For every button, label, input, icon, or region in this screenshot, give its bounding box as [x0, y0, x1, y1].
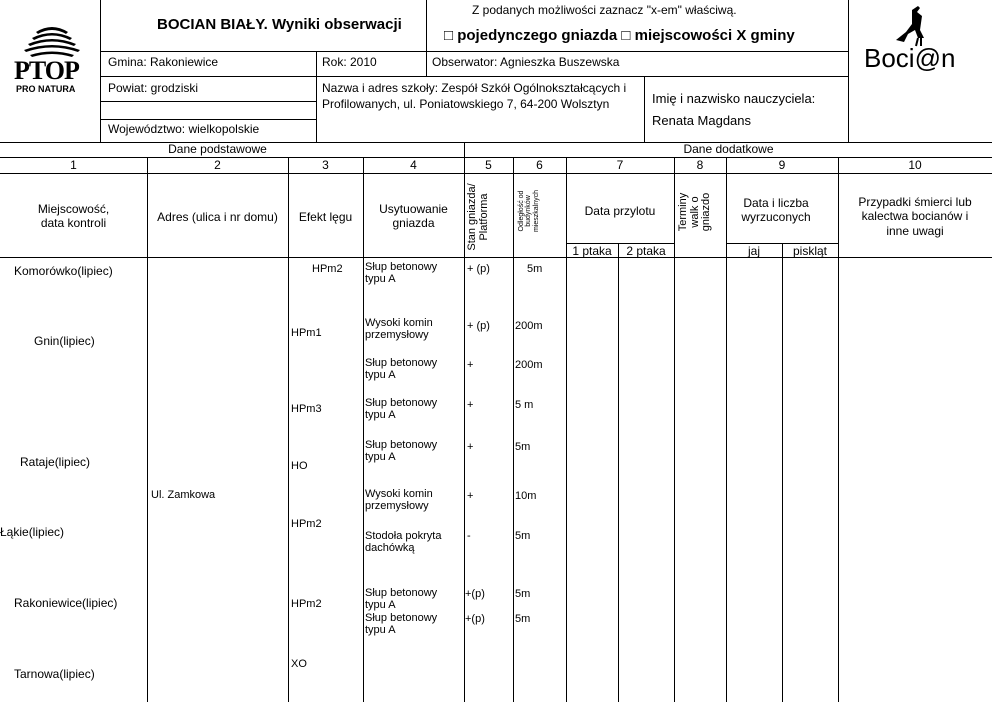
col-header-fights: Terminy walk o gniazdo [677, 192, 713, 232]
column-number: 2 [214, 158, 221, 172]
nest-location: Stodoła pokryta dachówką [365, 530, 442, 555]
nest-state: + [467, 399, 474, 411]
place-name: Komorówko(lipiec) [14, 264, 113, 278]
header-divider [848, 0, 849, 142]
nest-location: Słup betonowy typu A [365, 397, 438, 422]
column-number: 10 [908, 158, 922, 172]
ptop-wordmark: PTOP [14, 56, 79, 85]
column-rule [363, 157, 364, 702]
column-rule [674, 157, 675, 702]
col-header-first-bird: 1 ptaka [572, 244, 612, 258]
nest-state: + [467, 359, 474, 371]
voivodeship-field: Województwo: wielkopolskie [108, 122, 260, 136]
page-title: BOCIAN BIAŁY. Wyniki obserwacji [157, 16, 402, 33]
nest-state: + [467, 441, 474, 453]
column-number: 9 [778, 158, 786, 172]
column-number: 3 [322, 158, 329, 172]
col-header-nest-state: Stan gniazda/ Platforma [466, 183, 490, 251]
column-number: 7 [616, 158, 624, 172]
breeding-effect: HO [291, 460, 308, 472]
col-header-thrown-out: Data i liczba wyrzuconych [741, 196, 811, 225]
nest-distance: 200m [515, 320, 543, 332]
breeding-effect: XO [291, 658, 307, 670]
column-rule [147, 157, 148, 702]
nest-distance: 5m [515, 613, 531, 625]
ptop-logo [12, 20, 92, 100]
breeding-effect: HPm2 [312, 263, 343, 275]
breeding-effect: HPm2 [291, 598, 322, 610]
gmina-field: Gmina: Rakoniewice [108, 55, 219, 69]
column-number: 4 [410, 158, 417, 172]
col-header-place: Miejscowość, data kontroli [37, 202, 110, 230]
nest-location: Wysoki komin przemysłowy [365, 488, 433, 513]
header-divider [644, 76, 645, 142]
column-number: 8 [696, 158, 704, 172]
table-header-bottom-rule [0, 257, 992, 258]
option-line: □ pojedynczego gniazda □ miejscowości X gminy [444, 27, 795, 44]
nest-state: + (p) [467, 263, 490, 275]
header-divider [100, 0, 101, 142]
column-rule [838, 157, 839, 702]
nest-state: + (p) [467, 320, 490, 332]
nest-distance: 5m [527, 263, 543, 275]
nest-distance: 5m [515, 588, 531, 600]
nest-state: + [467, 490, 474, 502]
breeding-effect: HPm3 [291, 403, 322, 415]
nest-distance: 10m [515, 490, 537, 502]
nest-location: Słup betonowy typu A [365, 587, 438, 612]
section-rule [0, 157, 992, 158]
powiat-field: Powiat: grodziski [108, 81, 199, 95]
column-number: 1 [70, 158, 77, 172]
place-name: Rakoniewice(lipiec) [14, 596, 118, 610]
header-divider [426, 0, 427, 76]
stork-icon [860, 4, 985, 48]
col-header-remarks: Przypadki śmierci lub kalectwa bocianów i inne uwagi [858, 195, 972, 238]
col-header-address: Adres (ulica i nr domu) [157, 210, 278, 224]
colnum-rule [0, 173, 992, 174]
school-line-2: Profilowanych, ul. Poniatowskiego 7, 64-200 Wolsztyn [322, 97, 610, 111]
section-basic: Dane podstawowe [168, 142, 267, 156]
column-number: 6 [536, 158, 543, 172]
year-field: Rok: 2010 [322, 55, 377, 69]
col-header-second-bird: 2 ptaka [626, 244, 666, 258]
column-rule [726, 157, 727, 702]
instruction-text: Z podanych możliwości zaznacz "x-em" właściwą. [472, 3, 737, 17]
header-divider [316, 51, 317, 142]
nest-distance: 200m [515, 359, 543, 371]
section-additional: Dane dodatkowe [683, 142, 774, 156]
nest-location: Wysoki komin przemysłowy [365, 317, 433, 342]
header-rule [100, 101, 316, 102]
breeding-effect: HPm2 [291, 518, 322, 530]
nest-location: Słup betonowy typu A [365, 439, 438, 464]
col-header-nest-location: Usytuowanie gniazda [379, 202, 448, 230]
column-rule [288, 157, 289, 702]
nest-state: +(p) [465, 613, 485, 625]
header-rule [100, 119, 316, 120]
address-value: Ul. Zamkowa [151, 489, 216, 501]
col-header-eggs: jaj [747, 244, 760, 258]
breeding-effect: HPm1 [291, 327, 322, 339]
bocian-logo [860, 4, 985, 74]
place-name: Łąkie(lipiec) [0, 525, 65, 539]
col-header-distance: Odległość od budynków mieszkalnych [518, 190, 540, 233]
school-line-1: Nazwa i adres szkoły: Zespół Szkół Ogólnokształcących i [322, 81, 627, 95]
column-rule [566, 157, 567, 702]
bocian-wordmark: Boci@n [864, 43, 956, 73]
header-rule [100, 51, 848, 52]
nest-distance: 5m [515, 530, 531, 542]
nest-state: - [467, 530, 471, 542]
place-name: Gnin(lipiec) [34, 334, 95, 348]
col-header-effect: Efekt lęgu [298, 210, 353, 224]
teacher-name: Renata Magdans [652, 113, 752, 128]
nest-distance: 5 m [515, 399, 534, 411]
place-name: Tarnowa(lipiec) [14, 667, 95, 681]
nest-location: Słup betonowy typu A [365, 357, 438, 382]
nest-distance: 5m [515, 441, 531, 453]
pro-natura-label: PRO NATURA [16, 84, 76, 94]
place-name: Rataje(lipiec) [20, 455, 91, 469]
header-rule [100, 76, 848, 77]
nest-location: Słup betonowy typu A [365, 261, 438, 286]
column-number: 5 [485, 158, 492, 172]
column-rule [618, 243, 619, 702]
col-header-arrival: Data przylotu [584, 204, 656, 218]
nest-state: +(p) [465, 588, 485, 600]
col-header-chicks: piskląt [792, 244, 827, 258]
observer-field: Obserwator: Agnieszka Buszewska [432, 55, 620, 69]
column-rule [782, 243, 783, 702]
nest-location: Słup betonowy typu A [365, 612, 438, 637]
teacher-label: Imię i nazwisko nauczyciela: [652, 91, 816, 106]
column-rule [513, 157, 514, 702]
